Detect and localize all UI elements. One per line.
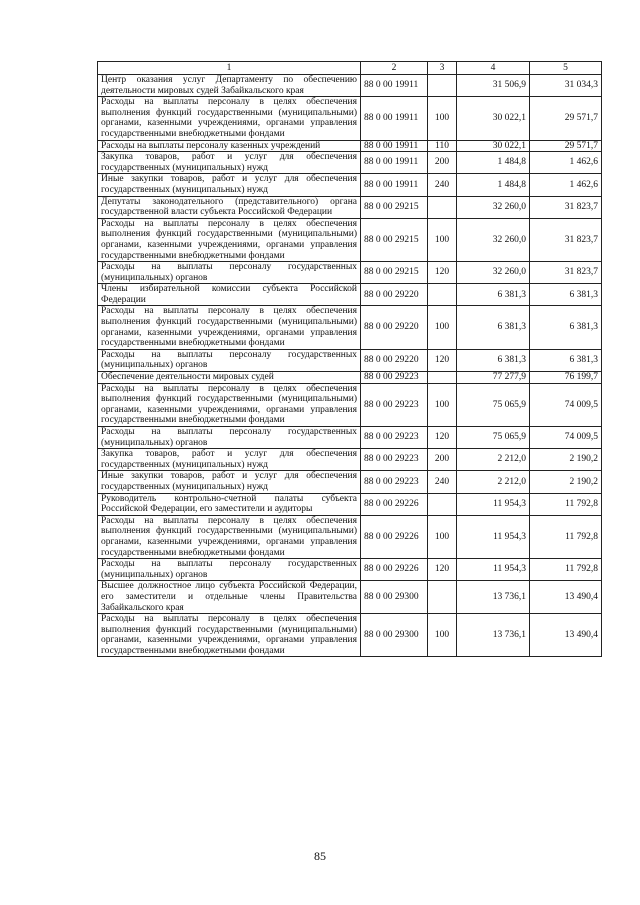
- row-vr-cell: 200: [428, 449, 457, 471]
- row-vr-cell: [428, 75, 457, 97]
- row-value-1-cell: 6 381,3: [457, 349, 530, 371]
- row-value-1-cell: 11 954,3: [457, 515, 530, 558]
- row-csr-cell: 88 0 00 29223: [361, 372, 428, 384]
- row-name-cell: Закупка товаров, работ и услуг для обеспечения государственных (муниципальных) нужд: [98, 152, 361, 174]
- table-row: [98, 614, 602, 657]
- table-row: [98, 493, 602, 515]
- row-vr-cell: [428, 581, 457, 614]
- row-name-cell: Закупка товаров, работ и услуг для обеспечения государственных (муниципальных) нужд: [98, 449, 361, 471]
- table-row: [98, 174, 602, 196]
- row-value-2-cell: 74 009,5: [530, 427, 602, 449]
- row-vr-cell: 120: [428, 262, 457, 284]
- table-row: [98, 427, 602, 449]
- row-vr-cell: 240: [428, 174, 457, 196]
- row-value-1-cell: 31 506,9: [457, 75, 530, 97]
- table-row: [98, 75, 602, 97]
- row-value-1-cell: 32 260,0: [457, 262, 530, 284]
- row-csr-cell: 88 0 00 29223: [361, 471, 428, 493]
- row-csr-cell: 88 0 00 29300: [361, 581, 428, 614]
- row-csr-cell: 88 0 00 19911: [361, 97, 428, 140]
- row-vr-cell: 100: [428, 383, 457, 426]
- row-value-2-cell: 11 792,8: [530, 559, 602, 581]
- row-value-1-cell: 30 022,1: [457, 97, 530, 140]
- row-vr-cell: [428, 493, 457, 515]
- row-name-cell: Расходы на выплаты персоналу государственных (муниципальных) органов: [98, 427, 361, 449]
- row-vr-cell: 120: [428, 427, 457, 449]
- row-csr-cell: 88 0 00 29215: [361, 218, 428, 261]
- row-value-1-cell: 6 381,3: [457, 284, 530, 306]
- row-value-2-cell: 11 792,8: [530, 493, 602, 515]
- row-vr-cell: 100: [428, 218, 457, 261]
- row-name-cell: Обеспечение деятельности мировых судей: [98, 372, 361, 384]
- row-value-2-cell: 29 571,7: [530, 97, 602, 140]
- header-col-3: 3: [428, 62, 457, 75]
- row-value-1-cell: 32 260,0: [457, 196, 530, 218]
- row-value-1-cell: 77 277,9: [457, 372, 530, 384]
- table-row: [98, 218, 602, 261]
- row-vr-cell: 100: [428, 614, 457, 657]
- row-csr-cell: 88 0 00 19911: [361, 140, 428, 152]
- row-csr-cell: 88 0 00 19911: [361, 174, 428, 196]
- row-value-1-cell: 11 954,3: [457, 493, 530, 515]
- row-name-cell: Центр оказания услуг Департаменту по обеспечению деятельности мировых судей Забайкальского края: [98, 75, 361, 97]
- row-name-cell: Члены избирательной комиссии субъекта Российской Федерации: [98, 284, 361, 306]
- table-row: [98, 140, 602, 152]
- row-value-1-cell: 13 736,1: [457, 581, 530, 614]
- row-name-cell: Иные закупки товаров, работ и услуг для обеспечения государственных (муниципальных) нужд: [98, 471, 361, 493]
- row-vr-cell: 100: [428, 515, 457, 558]
- table-row: [98, 383, 602, 426]
- row-vr-cell: 200: [428, 152, 457, 174]
- header-col-4: 4: [457, 62, 530, 75]
- row-value-2-cell: 31 823,7: [530, 196, 602, 218]
- row-value-1-cell: 2 212,0: [457, 449, 530, 471]
- table-row: [98, 262, 602, 284]
- row-value-1-cell: 75 065,9: [457, 383, 530, 426]
- row-value-2-cell: 2 190,2: [530, 449, 602, 471]
- row-value-2-cell: 11 792,8: [530, 515, 602, 558]
- row-value-2-cell: 1 462,6: [530, 152, 602, 174]
- row-csr-cell: 88 0 00 29220: [361, 306, 428, 349]
- row-value-2-cell: 76 199,7: [530, 372, 602, 384]
- table-row: [98, 449, 602, 471]
- header-col-2: 2: [361, 62, 428, 75]
- row-vr-cell: [428, 196, 457, 218]
- row-name-cell: Расходы на выплаты персоналу государственных (муниципальных) органов: [98, 559, 361, 581]
- row-value-2-cell: 29 571,7: [530, 140, 602, 152]
- row-csr-cell: 88 0 00 29226: [361, 559, 428, 581]
- row-vr-cell: [428, 284, 457, 306]
- row-value-2-cell: 13 490,4: [530, 581, 602, 614]
- row-csr-cell: 88 0 00 29220: [361, 349, 428, 371]
- row-value-1-cell: 1 484,8: [457, 174, 530, 196]
- row-value-2-cell: 13 490,4: [530, 614, 602, 657]
- row-vr-cell: 100: [428, 97, 457, 140]
- table-row: [98, 97, 602, 140]
- table-row: [98, 196, 602, 218]
- row-name-cell: Иные закупки товаров, работ и услуг для обеспечения государственных (муниципальных) нужд: [98, 174, 361, 196]
- row-name-cell: Расходы на выплаты персоналу в целях обеспечения выполнения функций государственными (муниципальными) органами, казенными учреждениями, органами управления государственными внебюджетными фондами: [98, 218, 361, 261]
- row-name-cell: Высшее должностное лицо субъекта Российской Федерации, его заместители и отдельные члены Правительства Забайкальского края: [98, 581, 361, 614]
- table-row: [98, 471, 602, 493]
- row-vr-cell: 120: [428, 349, 457, 371]
- row-csr-cell: 88 0 00 29300: [361, 614, 428, 657]
- table-row: [98, 515, 602, 558]
- row-csr-cell: 88 0 00 29226: [361, 515, 428, 558]
- row-value-2-cell: 6 381,3: [530, 349, 602, 371]
- table-row: [98, 349, 602, 371]
- page-number: 85: [314, 849, 326, 863]
- row-value-2-cell: 31 823,7: [530, 262, 602, 284]
- header-col-5: 5: [530, 62, 602, 75]
- row-value-2-cell: 6 381,3: [530, 284, 602, 306]
- row-vr-cell: [428, 372, 457, 384]
- row-value-1-cell: 6 381,3: [457, 306, 530, 349]
- row-name-cell: Расходы на выплаты персоналу казенных учреждений: [98, 140, 361, 152]
- row-csr-cell: 88 0 00 29226: [361, 493, 428, 515]
- row-vr-cell: 110: [428, 140, 457, 152]
- row-vr-cell: 240: [428, 471, 457, 493]
- header-col-1: 1: [98, 62, 361, 75]
- table-row: [98, 372, 602, 384]
- row-value-1-cell: 2 212,0: [457, 471, 530, 493]
- table-row: [98, 559, 602, 581]
- row-value-1-cell: 11 954,3: [457, 559, 530, 581]
- row-value-2-cell: 74 009,5: [530, 383, 602, 426]
- row-name-cell: Расходы на выплаты персоналу государственных (муниципальных) органов: [98, 349, 361, 371]
- row-name-cell: Расходы на выплаты персоналу в целях обеспечения выполнения функций государственными (муниципальными) органами, казенными учреждениями, органами управления государственными внебюджетными фондами: [98, 383, 361, 426]
- row-csr-cell: 88 0 00 29223: [361, 383, 428, 426]
- row-value-1-cell: 13 736,1: [457, 614, 530, 657]
- row-value-2-cell: 6 381,3: [530, 306, 602, 349]
- budget-table: [97, 61, 602, 657]
- row-value-1-cell: 75 065,9: [457, 427, 530, 449]
- row-value-2-cell: 31 823,7: [530, 218, 602, 261]
- row-csr-cell: 88 0 00 19911: [361, 75, 428, 97]
- row-csr-cell: 88 0 00 29215: [361, 196, 428, 218]
- table-row: [98, 581, 602, 614]
- row-csr-cell: 88 0 00 29220: [361, 284, 428, 306]
- row-value-2-cell: 1 462,6: [530, 174, 602, 196]
- table-row: [98, 306, 602, 349]
- row-name-cell: Депутаты законодательного (представительного) органа государственной власти субъекта Российской Федерации: [98, 196, 361, 218]
- row-value-1-cell: 30 022,1: [457, 140, 530, 152]
- row-name-cell: Расходы на выплаты персоналу в целях обеспечения выполнения функций государственными (муниципальными) органами, казенными учреждениями, органами управления государственными внебюджетными фондами: [98, 515, 361, 558]
- header-row: [98, 62, 602, 75]
- row-name-cell: Расходы на выплаты персоналу в целях обеспечения выполнения функций государственными (муниципальными) органами, казенными учреждениями, органами управления государственными внебюджетными фондами: [98, 614, 361, 657]
- row-csr-cell: 88 0 00 29215: [361, 262, 428, 284]
- row-name-cell: Расходы на выплаты персоналу государственных (муниципальных) органов: [98, 262, 361, 284]
- row-vr-cell: 100: [428, 306, 457, 349]
- row-value-1-cell: 1 484,8: [457, 152, 530, 174]
- row-value-2-cell: 31 034,3: [530, 75, 602, 97]
- row-csr-cell: 88 0 00 19911: [361, 152, 428, 174]
- table-row: [98, 284, 602, 306]
- row-csr-cell: 88 0 00 29223: [361, 427, 428, 449]
- row-name-cell: Расходы на выплаты персоналу в целях обеспечения выполнения функций государственными (муниципальными) органами, казенными учреждениями, органами управления государственными внебюджетными фондами: [98, 97, 361, 140]
- table-row: [98, 152, 602, 174]
- row-value-2-cell: 2 190,2: [530, 471, 602, 493]
- row-name-cell: Расходы на выплаты персоналу в целях обеспечения выполнения функций государственными (муниципальными) органами, казенными учреждениями, органами управления государственными внебюджетными фондами: [98, 306, 361, 349]
- row-name-cell: Руководитель контрольно-счетной палаты субъекта Российской Федерации, его заместители и аудиторы: [98, 493, 361, 515]
- row-vr-cell: 120: [428, 559, 457, 581]
- row-value-1-cell: 32 260,0: [457, 218, 530, 261]
- row-csr-cell: 88 0 00 29223: [361, 449, 428, 471]
